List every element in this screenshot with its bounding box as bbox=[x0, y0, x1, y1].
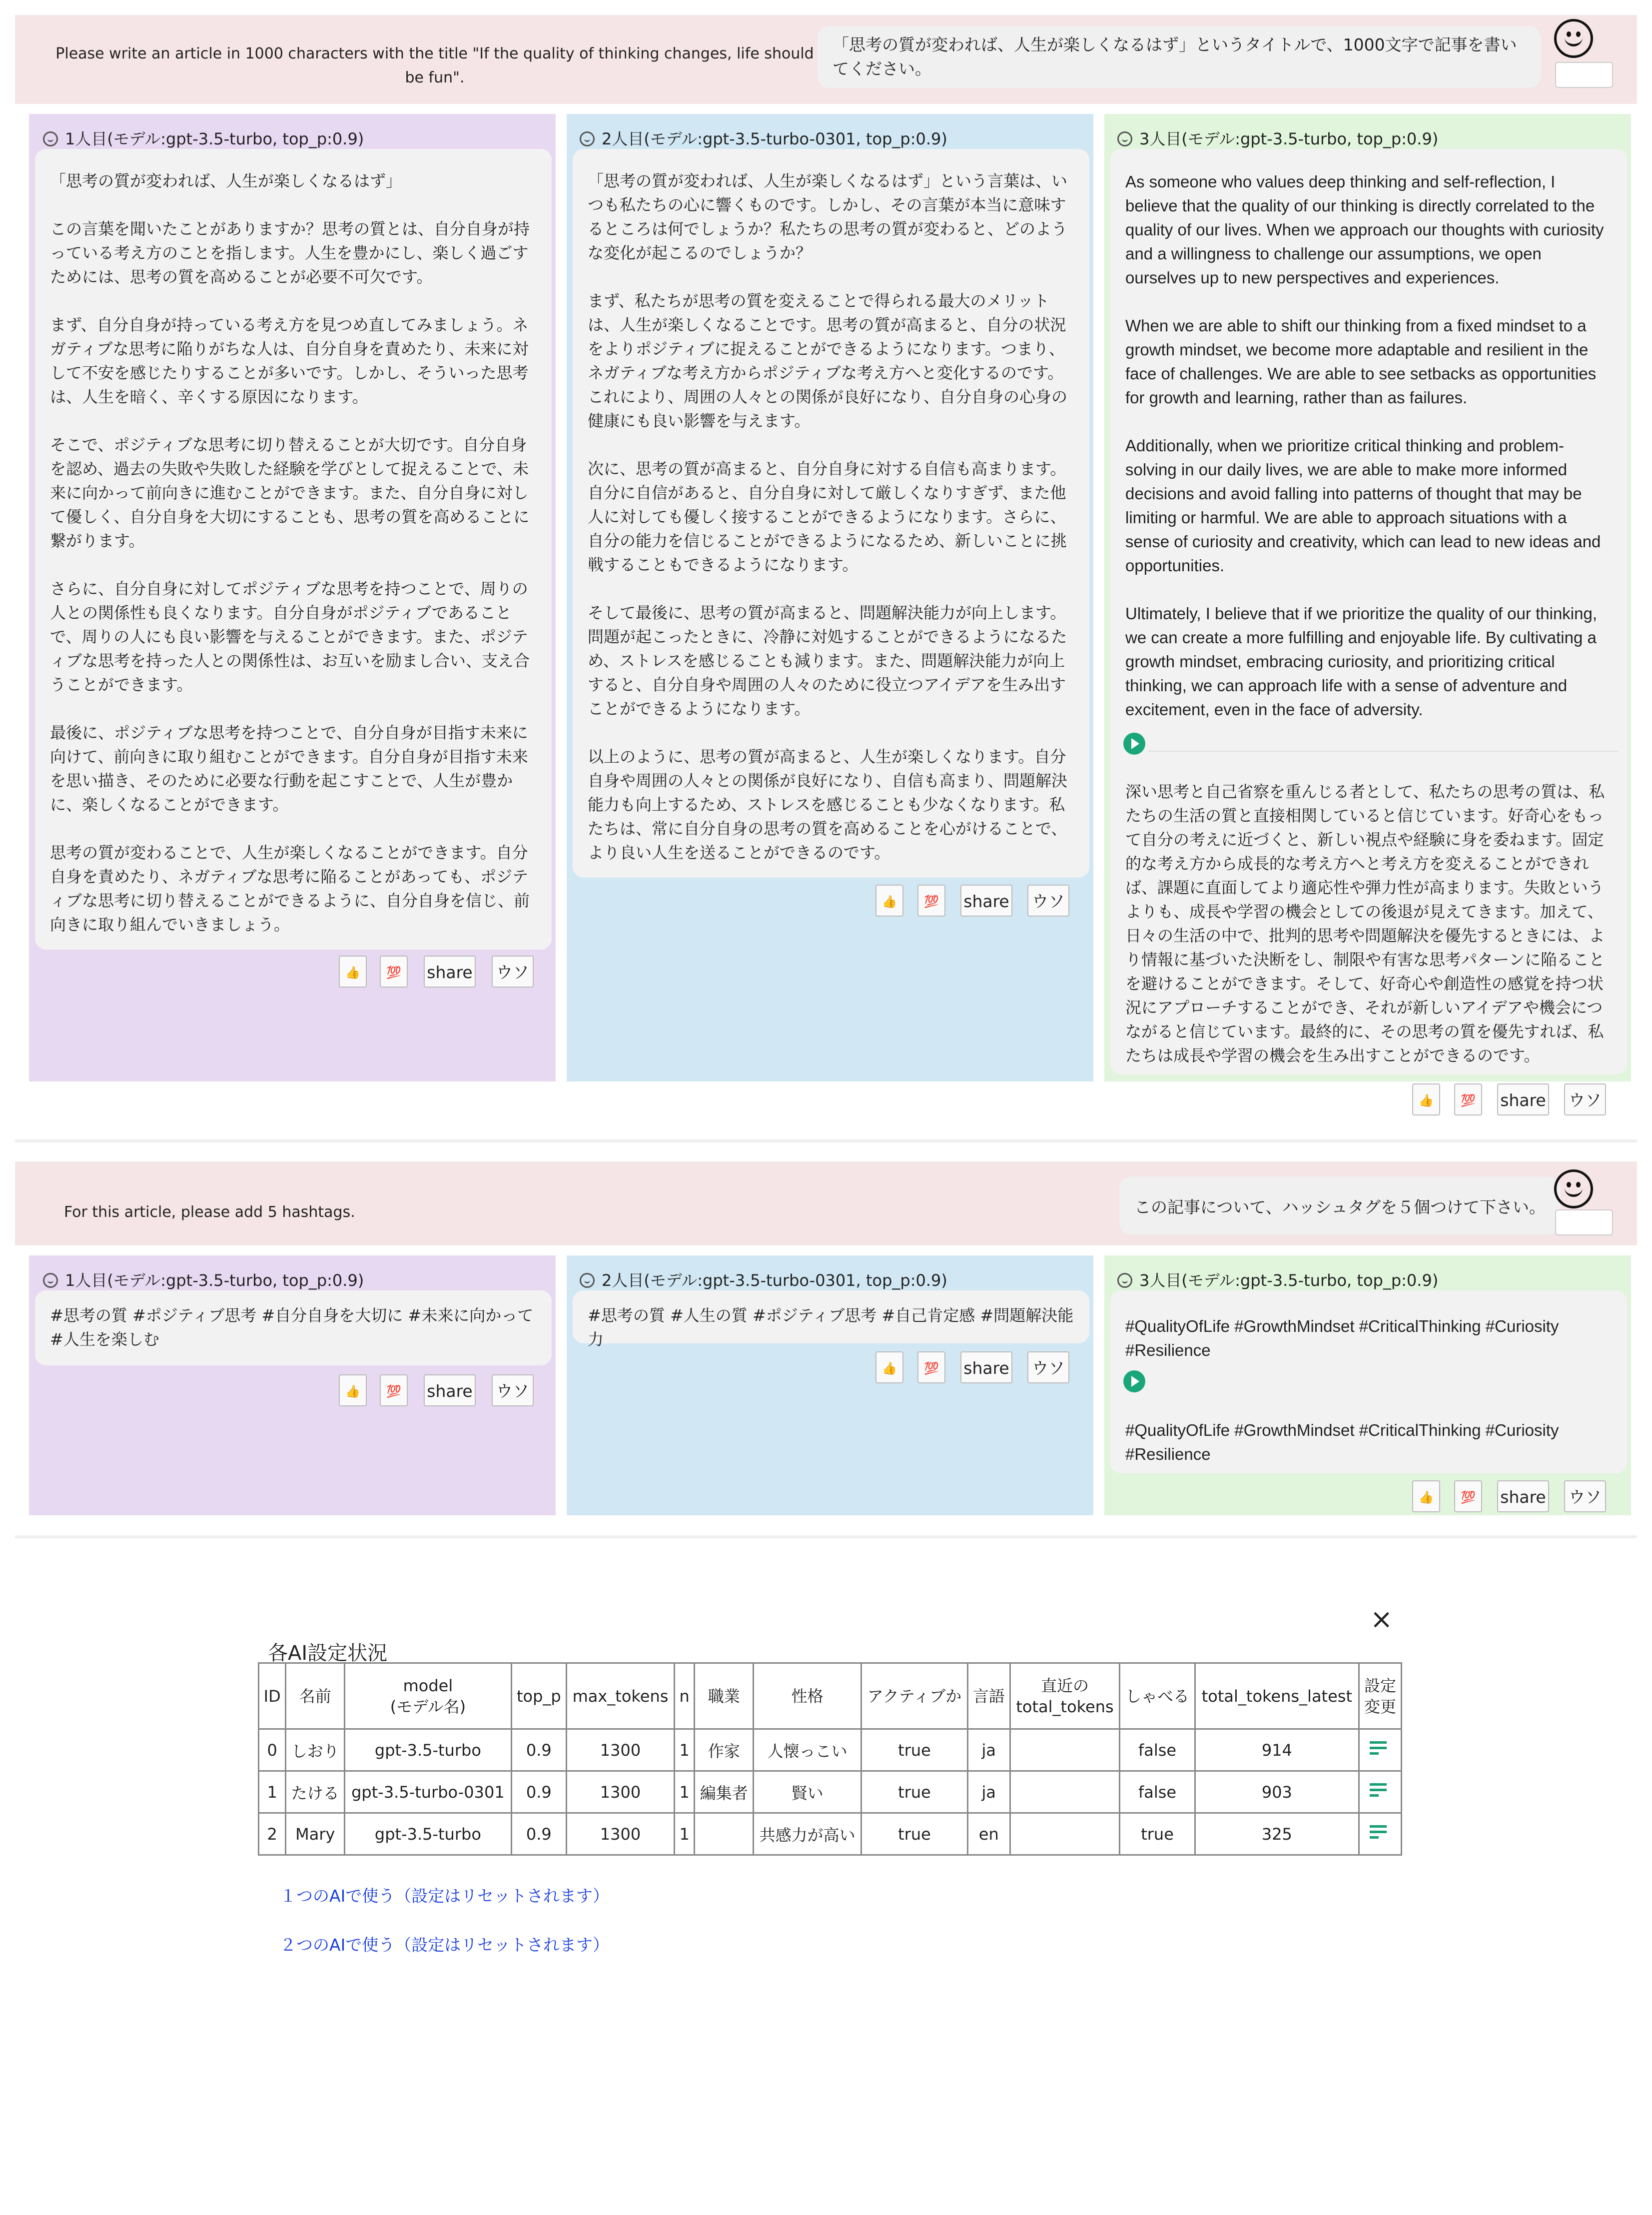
play-audio-button[interactable] bbox=[1123, 1370, 1145, 1392]
response-header-text: 1人目(モデル:gpt-3.5-turbo, top_p:0.9) bbox=[65, 1271, 364, 1290]
user-prompt-bubble-2: この記事について、ハッシュタグを５個つけて下さい。 bbox=[1119, 1176, 1561, 1234]
uso-button[interactable]: ウソ bbox=[492, 1374, 534, 1406]
table-cell: 914 bbox=[1195, 1729, 1359, 1771]
response-text: #思考の質 #ポジティブ思考 #自分自身を大切に #未来に向かって #人生を楽しむ bbox=[50, 1306, 539, 1349]
table-cell: false bbox=[1120, 1771, 1195, 1813]
response-text: 「思考の質が変われば、人生が楽しくなるはず」という言葉は、いつも私たちの心に響くものです。しかし、その言葉が本当に意味するところは何でしょうか？私たちの思考の質が変わると、どのような変化が起こるのでしょうか？ まず、私たちが思考の質を変えることで得られる最大のメリットは、人生が楽しくなることです。思考の質が高まると、自分の状況をよりポジティブに捉えることができるようになります。つまり、ネガティブな考え方からポジティブな考え方へと変化するのです。これにより、周囲の人々との関係が良好になり、自分自身の心身の健康にも良い影響を与えます。 次に、思考の質が高まると、自分自身に対する自信も高まります。自分に自信があると、自分自身に対して厳しくなりすぎず、また他人に対しても優しく接することができるようになります。さらに、自分の能力を信じることができるようになるため、新しいことに挑戦することもできるようになります。 そして最後に、思考の質が高まると、問題解決能力が向上します。問題が起こったときに、冷静に対処することができるようになるため、ストレスを感じることも減ります。また、問題解決能力が向上すると、自分自身や周囲の人々のために役立つアイデアを生み出すことができるようになります。 以上のように、思考の質が高まると、人生が楽しくなります。自分自身や周囲の人々との関係が良好になり、自信も高まり、問題解決能力も向上するため、ストレスを感じることも少なくなります。私たちは、常に自分自身の思考の質を高めることを心がけることで、より良い人生を送ることができるのです。 bbox=[588, 171, 1068, 862]
translation-text: 深い思考と自己省察を重んじる者として、私たちの思考の質は、私たちの生活の質と直接相関していると信じています。好奇心をもって自分の考えに近づくと、新しい視点や経験に身を委ねます。固定的な考え方から成長的な考え方へと考え方を変えることができれば、課題に直面してより適応性や弾力性が高まります。失敗というよりも、成長や学習の機会としての後退が見えてきます。加えて、日々の生活の中で、批判的思考や問題解決を優先するときには、より情報に基づいた決断をし、制限や有害な思考パターンに陥ることを避けることができます。そして、好奇心や創造性の感覚を持つ状況にアプローチすることができ、それが新しいアイデアや機会につながると信じています。最終的に、その思考の質を優先すれば、私たちは成長や学習の機会を生み出すことができるのです。 bbox=[1125, 782, 1605, 1065]
table-cell: たける bbox=[286, 1771, 345, 1813]
ai-avatar-icon bbox=[43, 131, 58, 146]
table-cell: 0.9 bbox=[511, 1813, 566, 1855]
hundred-button[interactable]: 💯 bbox=[380, 956, 408, 988]
table-cell: 0.9 bbox=[511, 1771, 566, 1813]
user-avatar-smiley-icon bbox=[1554, 1169, 1593, 1208]
column-header: top_p bbox=[511, 1663, 566, 1729]
response-bubble-3 bbox=[1110, 1290, 1627, 1473]
user-prompt-english-2: For this article, please add 5 hashtags. bbox=[64, 1203, 355, 1221]
response-bubble-1 bbox=[35, 1290, 552, 1365]
thumbs-up-button[interactable]: 👍 bbox=[1412, 1480, 1440, 1512]
column-header: 直近の total_tokens bbox=[1010, 1663, 1120, 1729]
edit-settings-cell[interactable] bbox=[1359, 1729, 1401, 1771]
response-header-text: 1人目(モデル:gpt-3.5-turbo, top_p:0.9) bbox=[65, 129, 364, 148]
use-one-ai-link[interactable]: １つのAIで使う（設定はリセットされます） bbox=[280, 1886, 609, 1906]
close-icon[interactable]: × bbox=[1370, 1603, 1393, 1635]
table-cell: 1 bbox=[675, 1813, 695, 1855]
table-cell: true bbox=[861, 1813, 968, 1855]
response-text: As someone who values deep thinking and self-reflection, I believe that the quality of our thinking is directly correlated to the quality of our lives. When we approach our thoughts with curiosity and a willingness to challenge our assumptions, we open ourselves up to new perspectives and experiences. When we are able to shift our thinking from a fixed mindset to a growth mindset, we become more adaptable and resilient in the face of challenges. We are able to see setbacks as opportunities for growth and learning, rather than as failures. Additionally, when we prioritize critical thinking and problem-solving in our daily lives, we are able to make more informed decisions and avoid falling into patterns of thought that may be limiting or harmful. We are able to approach situations with a sense of curiosity and creativity, which can lead to new ideas and opportunities. Ultimately, I believe that if we prioritize the quality of our thinking, we can create a more fulfilling and enjoyable life. By cultivating a growth mindset, embracing curiosity, and prioritizing critical thinking, we can approach life with a sense of adventure and excitement, even in the face of adversity. bbox=[1125, 172, 1604, 719]
table-cell: 0.9 bbox=[511, 1729, 566, 1771]
hundred-button[interactable]: 💯 bbox=[1454, 1084, 1482, 1115]
user-prompt-english-1: Please write an article in 1000 characters with the title "If the quality of thinking changes, life should be fun". bbox=[55, 45, 814, 86]
share-button[interactable]: share bbox=[1497, 1084, 1549, 1115]
column-header: 職業 bbox=[695, 1663, 754, 1729]
table-cell: 1300 bbox=[567, 1771, 675, 1813]
column-header: しゃべる bbox=[1120, 1663, 1195, 1729]
column-header: 性格 bbox=[754, 1663, 861, 1729]
table-cell: ja bbox=[967, 1729, 1010, 1771]
table-header-row bbox=[259, 1663, 1402, 1729]
table-cell: false bbox=[1120, 1729, 1195, 1771]
table-cell bbox=[1010, 1729, 1120, 1771]
column-header: n bbox=[675, 1663, 695, 1729]
table-row bbox=[259, 1729, 1402, 1771]
user-input-button[interactable] bbox=[1555, 1209, 1613, 1235]
response-header-1 bbox=[43, 128, 364, 150]
column-header: max_tokens bbox=[567, 1663, 675, 1729]
table-cell: 1 bbox=[675, 1729, 695, 1771]
table-row bbox=[259, 1813, 1402, 1855]
table-cell: 0 bbox=[259, 1729, 286, 1771]
share-button[interactable]: share bbox=[1497, 1480, 1549, 1512]
table-cell: 2 bbox=[259, 1813, 286, 1855]
table-cell: gpt-3.5-turbo-0301 bbox=[345, 1771, 512, 1813]
response-text: #思考の質 #人生の質 #ポジティブ思考 #自己肯定感 #問題解決能力 bbox=[588, 1306, 1074, 1349]
table-cell: 共感力が高い bbox=[754, 1813, 861, 1855]
response-bubble-2 bbox=[573, 149, 1089, 878]
table-cell: gpt-3.5-turbo bbox=[345, 1813, 512, 1855]
ai-avatar-icon bbox=[43, 1273, 58, 1288]
response-header-text: 3人目(モデル:gpt-3.5-turbo, top_p:0.9) bbox=[1139, 1271, 1439, 1290]
table-cell: 1300 bbox=[567, 1813, 675, 1855]
translation-text: #QualityOfLife #GrowthMindset #CriticalThinking #Curiosity #Resilience bbox=[1125, 1421, 1564, 1463]
thumbs-up-button[interactable]: 👍 bbox=[339, 1374, 367, 1406]
table-cell: Mary bbox=[286, 1813, 345, 1855]
response-text: 「思考の質が変われば、人生が楽しくなるはず」 この言葉を聞いたことがありますか？思考の質とは、自分自身が持っている考え方のことを指します。人生を豊かにし、楽しく過ごすためには、思考の質を高めることが必要不可欠です。 まず、自分自身が持っている考え方を見つめ直してみましょう。ネガティブな思考に陥りがちな人は、自分自身を責めたり、未来に対して不安を感じたりすることが多いです。しかし、そういった思考は、人生を暗く、辛くする原因になります。 そこで、ポジティブな思考に切り替えることが大切です。自分自身を認め、過去の失敗や失敗した経験を学びとして捉えることで、未来に向かって前向きに進むことができます。また、自分自身に対して優しく、自分自身を大切にすることも、思考の質を高めることに繋がります。 さらに、自分自身に対してポジティブな思考を持つことで、周りの人との関係性も良くなります。自分自身がポジティブであることで、周りの人にも良い影響を与えることができます。また、ポジティブな思考を持った人との関係性は、お互いを励まし合い、支え合うことができます。 最後に、ポジティブな思考を持つことで、自分自身が目指す未来に向けて、前向きに取り組むことができます。自分自身が目指す未来を思い描き、そのために必要な行動を起こすことで、人生が豊かに、楽しくなることができます。 思考の質が変わることで、人生が楽しくなることができます。自分自身を責めたり、ネガティブな思考に陥ることがあっても、ポジティブな思考に切り替えることができるように、自分自身を信じ、前向きに取り組んでいきましょう。 bbox=[50, 171, 530, 934]
share-button[interactable]: share bbox=[424, 956, 476, 988]
use-two-ai-link[interactable]: ２つのAIで使う（設定はリセットされます） bbox=[280, 1935, 609, 1955]
uso-button[interactable]: ウソ bbox=[492, 956, 534, 988]
table-cell bbox=[1010, 1813, 1120, 1855]
settings-title: 各AI設定状況 bbox=[268, 1642, 388, 1665]
response-header-3 bbox=[1117, 1269, 1438, 1291]
hundred-button[interactable]: 💯 bbox=[1454, 1480, 1482, 1512]
table-cell: 903 bbox=[1195, 1771, 1359, 1813]
share-button[interactable]: share bbox=[960, 885, 1012, 917]
user-prompt-bubble-1: 「思考の質が変われば、人生が楽しくなるはず」というタイトルで、1000文字で記事を書いてください。 bbox=[818, 26, 1541, 88]
response-header-1 bbox=[43, 1269, 364, 1291]
uso-button[interactable]: ウソ bbox=[1027, 885, 1069, 917]
response-header-3 bbox=[1117, 128, 1438, 150]
table-cell: 1 bbox=[675, 1771, 695, 1813]
edit-settings-cell[interactable] bbox=[1359, 1813, 1401, 1855]
thumbs-up-button[interactable]: 👍 bbox=[339, 956, 367, 988]
translation-text-block bbox=[1110, 780, 1627, 1068]
table-row bbox=[259, 1771, 1402, 1813]
column-header: model (モデル名) bbox=[345, 1663, 512, 1729]
response-header-2 bbox=[580, 1269, 947, 1291]
share-button[interactable]: share bbox=[424, 1374, 476, 1406]
ai-avatar-icon bbox=[580, 131, 595, 146]
hundred-button[interactable]: 💯 bbox=[380, 1374, 408, 1406]
column-header: 名前 bbox=[286, 1663, 345, 1729]
response-text: #QualityOfLife #GrowthMindset #CriticalThinking #Curiosity #Resilience bbox=[1125, 1317, 1564, 1359]
column-header: 言語 bbox=[967, 1663, 1010, 1729]
response-header-2 bbox=[580, 128, 947, 150]
table-cell: en bbox=[967, 1813, 1010, 1855]
response-header-text: 2人目(モデル:gpt-3.5-turbo-0301, top_p:0.9) bbox=[602, 129, 947, 148]
uso-button[interactable]: ウソ bbox=[1027, 1351, 1069, 1383]
table-cell: 作家 bbox=[695, 1729, 754, 1771]
response-header-text: 2人目(モデル:gpt-3.5-turbo-0301, top_p:0.9) bbox=[602, 1271, 947, 1290]
uso-button[interactable]: ウソ bbox=[1564, 1480, 1606, 1512]
translation-divider bbox=[1148, 751, 1618, 752]
edit-icon[interactable] bbox=[1370, 1823, 1391, 1841]
play-audio-button[interactable] bbox=[1123, 733, 1145, 755]
response-header-text: 3人目(モデル:gpt-3.5-turbo, top_p:0.9) bbox=[1139, 129, 1439, 148]
column-header: total_tokens_latest bbox=[1195, 1663, 1359, 1729]
response-bubble-2 bbox=[573, 1290, 1089, 1349]
turn-divider-1 bbox=[15, 1139, 1637, 1142]
ai-avatar-icon bbox=[1117, 131, 1132, 146]
edit-icon[interactable] bbox=[1370, 1781, 1391, 1799]
column-header: ID bbox=[259, 1663, 286, 1729]
table-cell bbox=[695, 1813, 754, 1855]
user-input-button[interactable] bbox=[1555, 62, 1613, 88]
table-cell: しおり bbox=[286, 1729, 345, 1771]
table-cell: 賢い bbox=[754, 1771, 861, 1813]
edit-icon[interactable] bbox=[1370, 1739, 1391, 1757]
table-cell: true bbox=[1120, 1813, 1195, 1855]
table-cell: 人懐っこい bbox=[754, 1729, 861, 1771]
table-cell: 325 bbox=[1195, 1813, 1359, 1855]
hundred-button[interactable]: 💯 bbox=[917, 885, 945, 917]
column-header: アクティブか bbox=[861, 1663, 968, 1729]
table-cell: true bbox=[861, 1729, 968, 1771]
table-cell: 1300 bbox=[567, 1729, 675, 1771]
table-cell: ja bbox=[967, 1771, 1010, 1813]
table-cell bbox=[1010, 1771, 1120, 1813]
hundred-button[interactable]: 💯 bbox=[917, 1351, 945, 1383]
table-cell: gpt-3.5-turbo bbox=[345, 1729, 512, 1771]
ai-avatar-icon bbox=[580, 1273, 595, 1288]
thumbs-up-button[interactable]: 👍 bbox=[875, 1351, 903, 1383]
table-cell: true bbox=[861, 1771, 968, 1813]
response-bubble-1 bbox=[35, 149, 552, 950]
user-avatar-smiley-icon bbox=[1554, 19, 1593, 58]
thumbs-up-button[interactable]: 👍 bbox=[875, 885, 903, 917]
table-cell: 編集者 bbox=[695, 1771, 754, 1813]
column-header: 設定 変更 bbox=[1359, 1663, 1401, 1729]
edit-settings-cell[interactable] bbox=[1359, 1771, 1401, 1813]
turn-divider-2 bbox=[15, 1535, 1637, 1538]
table-cell: 1 bbox=[259, 1771, 286, 1813]
share-button[interactable]: share bbox=[960, 1351, 1012, 1383]
thumbs-up-button[interactable]: 👍 bbox=[1412, 1084, 1440, 1115]
ai-avatar-icon bbox=[1117, 1273, 1132, 1288]
ai-settings-table bbox=[258, 1662, 1402, 1856]
uso-button[interactable]: ウソ bbox=[1564, 1084, 1606, 1115]
